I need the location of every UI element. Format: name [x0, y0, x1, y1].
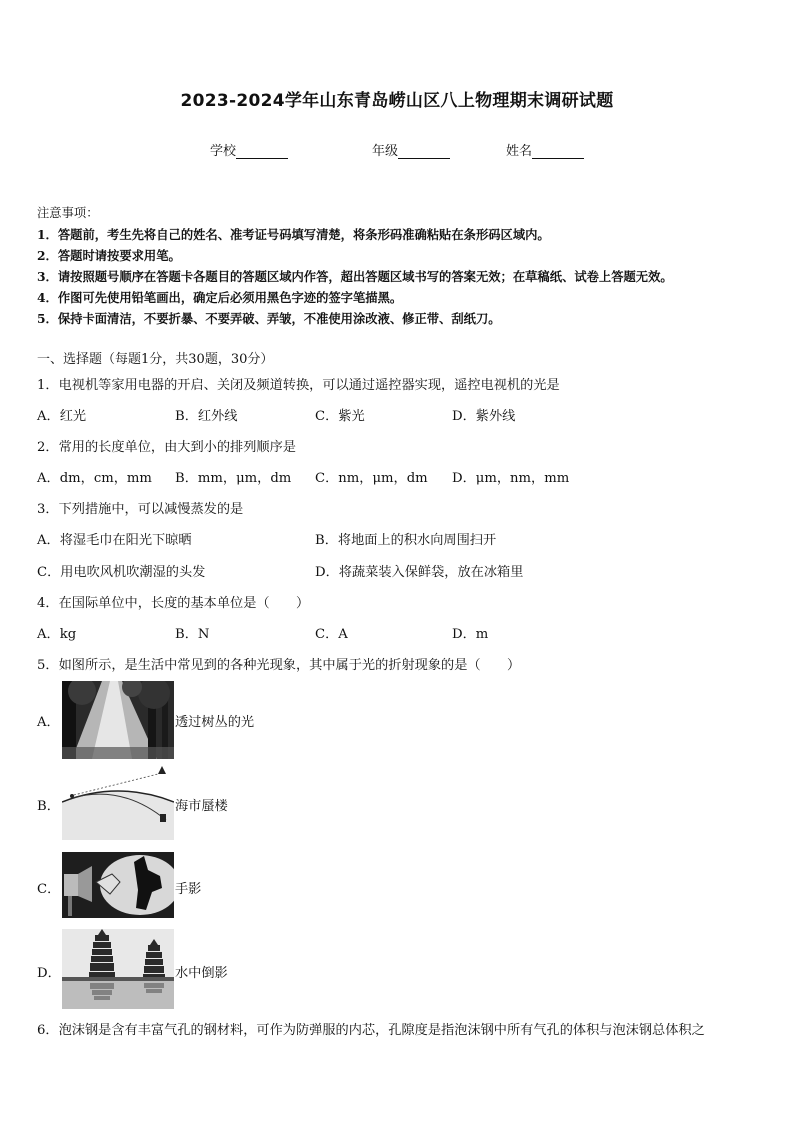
- q1-option-c: C．紫光: [315, 409, 365, 424]
- hand-shadow-image: [62, 852, 174, 918]
- grade-field: [372, 140, 450, 159]
- question-3-stem: 3．下列措施中，可以减慢蒸发的是: [37, 502, 244, 517]
- q3-option-d: D．将蔬菜装入保鲜袋，放在冰箱里: [315, 565, 524, 580]
- name-field: [506, 140, 584, 159]
- q5-option-d-label: D．: [37, 966, 61, 981]
- q4-option-b: B．N: [175, 627, 210, 642]
- q1-option-b: B．红外线: [175, 409, 238, 424]
- q2-option-a: A．dm，cm，mm: [37, 471, 152, 486]
- q2-option-b: B．mm，μm，dm: [175, 471, 292, 486]
- q5-option-b-label: B．: [37, 799, 60, 814]
- water-reflection-image: [62, 929, 174, 1009]
- grade-label: 年级: [372, 144, 399, 159]
- q3-option-b: B．将地面上的积水向周围扫开: [315, 533, 497, 548]
- q5-option-b-caption: 海市蜃楼: [175, 799, 228, 814]
- grade-blank: [398, 144, 450, 159]
- note-item: 2．答题时请按要求用笔。: [37, 248, 181, 263]
- section-heading: 一、选择题（每题1分，共30题，30分）: [37, 352, 274, 367]
- q4-option-c: C．A: [315, 627, 348, 642]
- q5-option-a-caption: 透过树丛的光: [175, 715, 255, 730]
- q5-option-a-label: A．: [37, 715, 60, 730]
- q4-option-d: D．m: [452, 627, 489, 642]
- school-field: [210, 140, 288, 159]
- question-5-stem: 5．如图所示，是生活中常见到的各种光现象，其中属于光的折射现象的是（ ）: [37, 658, 521, 673]
- question-4-stem: 4．在国际单位中，长度的基本单位是（ ）: [37, 596, 310, 611]
- q2-option-d: D．μm，nm，mm: [452, 471, 570, 486]
- q5-option-c-label: C．: [37, 882, 61, 897]
- school-blank: [236, 144, 288, 159]
- q1-option-a: A．红光: [37, 409, 87, 424]
- school-label: 学校: [210, 144, 237, 159]
- q4-option-a: A．kg: [37, 627, 77, 642]
- notes-block: [37, 203, 673, 329]
- forest-light-image: [62, 681, 174, 759]
- note-item: 5．保持卡面清洁，不要折暴、不要弄破、弄皱，不准使用涂改液、修正带、刮纸刀。: [37, 311, 501, 326]
- page-title: 2023-2024学年山东青岛崂山区八上物理期末调研试题: [180, 91, 614, 111]
- note-item: 4．作图可先使用铅笔画出，确定后必须用黑色字迹的签字笔描黑。: [37, 290, 403, 305]
- note-item: 3．请按照题号顺序在答题卡各题目的答题区域内作答，超出答题区域书写的答案无效；在草稿纸、试卷上答题无效。: [37, 269, 673, 284]
- name-blank: [532, 144, 584, 159]
- q5-option-c-caption: 手影: [175, 882, 202, 897]
- question-2-stem: 2．常用的长度单位，由大到小的排列顺序是: [37, 440, 296, 455]
- question-1-stem: 1．电视机等家用电器的开启、关闭及频道转换，可以通过遥控器实现，遥控电视机的光是: [37, 378, 560, 393]
- note-item: 1．答题前，考生先将自己的姓名、准考证号码填写清楚，将条形码准确粘贴在条形码区域内。: [37, 227, 550, 242]
- q2-option-c: C．nm，μm，dm: [315, 471, 428, 486]
- mirage-image: [62, 766, 174, 840]
- question-6-stem: 6．泡沫钢是含有丰富气孔的钢材料，可作为防弹服的内芯，孔隙度是指泡沫钢中所有气孔的体积与泡沫钢总体积之: [37, 1023, 705, 1038]
- q5-option-d-caption: 水中倒影: [175, 966, 228, 981]
- q3-option-a: A．将湿毛巾在阳光下晾晒: [37, 533, 192, 548]
- name-label: 姓名: [506, 144, 533, 159]
- q3-option-c: C．用电吹风机吹潮湿的头发: [37, 565, 206, 580]
- notes-heading: 注意事项：: [37, 206, 99, 220]
- q1-option-d: D．紫外线: [452, 409, 516, 424]
